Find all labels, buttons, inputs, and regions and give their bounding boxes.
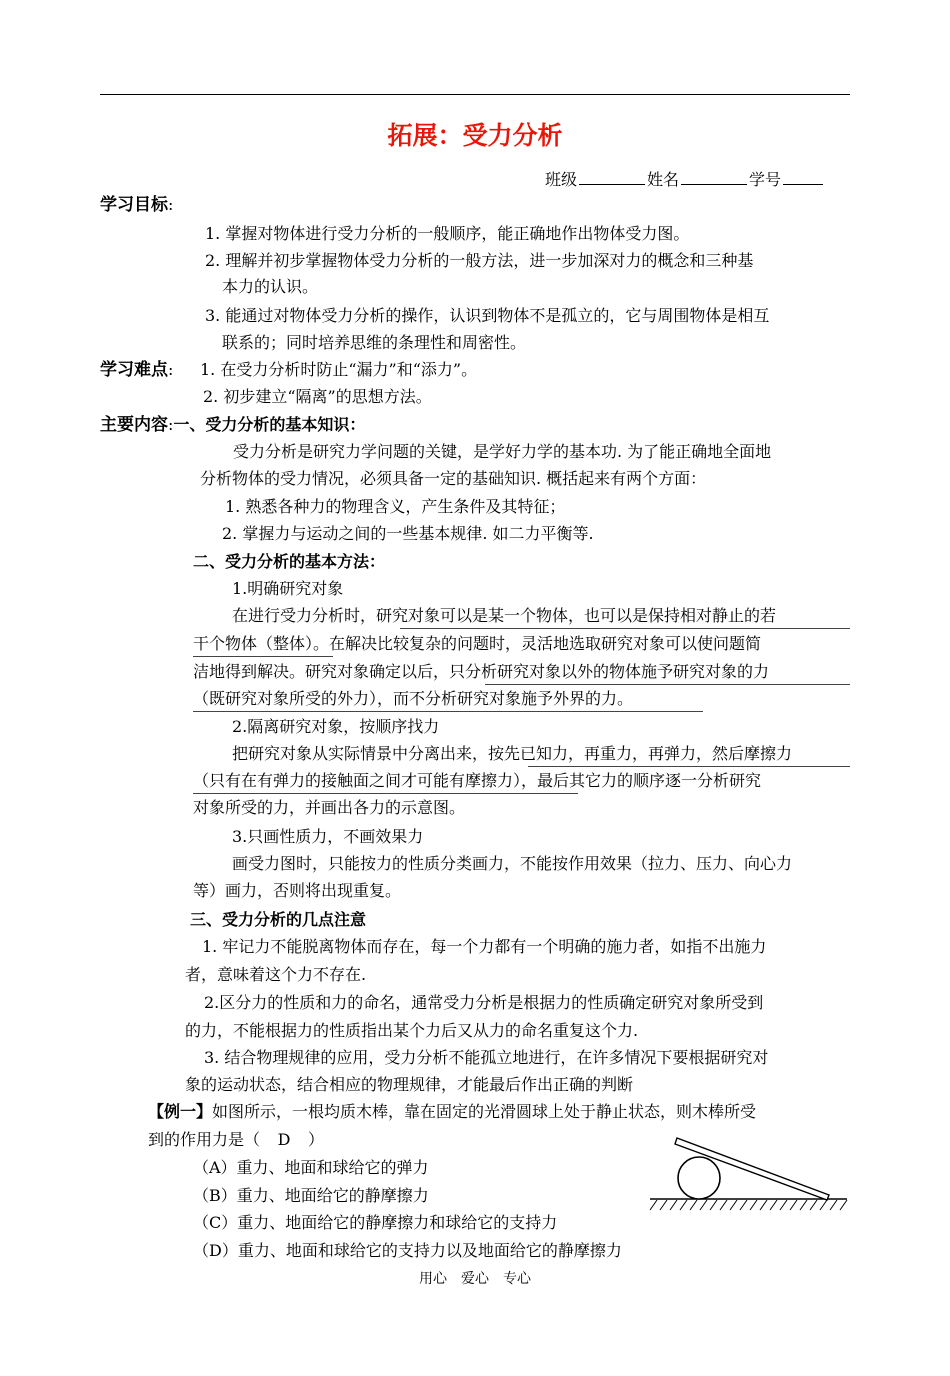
rod-on-sphere-figure [645,1135,850,1215]
option-d[interactable]: （D）重力、地面和球给它的支持力以及地面给它的静摩擦力 [193,1241,622,1260]
sphere [678,1157,720,1199]
objective-item: 3. 能通过对物体受力分析的操作，认识到物体不是孤立的，它与周围物体是相互 [205,306,770,325]
paragraph-line: 等）画力，否则将出现重复。 [193,881,402,900]
objective-item: 本力的认识。 [222,277,319,296]
id-label: 学号 [749,170,782,189]
paragraph-line: 画受力图时，只能按力的性质分类画力，不能按作用效果（拉力、压力、向心力 [232,854,793,873]
header-rule [100,94,850,95]
paragraph-line: 洁地得到解决。研究对象确定以后，只分析研究对象以外的物体施予研究对象的力 [193,662,770,681]
emphasis-underline [193,656,333,657]
example-question-line2: 到的作用力是（ D ） [148,1130,325,1149]
paragraph-line: （只有在有弹力的接触面之间才可能有摩擦力），最后其它力的顺序逐一分析研究 [193,771,762,790]
section-1-title: 一、受力分析的基本知识： [173,415,366,434]
class-label: 班级 [545,170,578,189]
difficulty-item: 1. 在受力分析时防止“漏力”和“添力”。 [200,360,478,379]
paragraph-line: 3. 结合物理规律的应用，受力分析不能孤立地进行，在许多情况下要根据研究对 [204,1048,769,1067]
emphasis-underline [400,628,850,629]
paragraph-line: 象的运动状态，结合相应的物理规律，才能最后作出正确的判断 [185,1075,634,1094]
emphasis-underline [485,684,850,685]
emphasis-underline [193,711,703,712]
paragraph-line: 把研究对象从实际情景中分离出来，按先已知力，再重力，再弹力，然后摩擦力 [232,744,793,763]
section-2-title: 二、受力分析的基本方法： [193,552,386,571]
objective-item: 联系的；同时培养思维的条理性和周密性。 [222,333,527,352]
emphasis-underline [193,793,578,794]
paragraph-line: 2. 掌握力与运动之间的一些基本规律. 如二力平衡等. [222,524,594,543]
paragraph-line: 1. 熟悉各种力的物理含义，产生条件及其特征； [225,497,566,516]
name-label: 姓名 [647,170,680,189]
option-b[interactable]: （B）重力、地面给它的静摩擦力 [193,1186,429,1205]
objective-item: 1. 掌握对物体进行受力分析的一般顺序，能正确地作出物体受力图。 [205,224,690,243]
page-footer: 用心 爱心 专心 [419,1271,531,1287]
name-blank[interactable] [681,170,747,185]
paragraph-line: 1. 牢记力不能脱离物体而存在，每一个力都有一个明确的施力者，如指不出施力 [202,937,767,956]
student-info-line [545,170,825,188]
option-a[interactable]: （A）重力、地面和球给它的弹力 [193,1158,429,1177]
ground-hatching [650,1200,847,1210]
paragraph-line: 受力分析是研究力学问题的关键，是学好力学的基本功. 为了能正确地全面地 [233,442,772,461]
example-tag: 【例一】 [148,1102,213,1121]
paragraph-line: （既研究对象所受的外力），而不分析研究对象施予外界的力。 [193,689,634,708]
example-question: 【例一】如图所示，一根均质木棒，靠在固定的光滑圆球上处于静止状态，则木棒所受 [148,1102,757,1121]
section-3-title: 三、受力分析的几点注意 [190,910,367,929]
id-blank[interactable] [783,170,823,185]
example-answer: D [277,1130,291,1149]
class-blank[interactable] [579,170,645,185]
difficulty-item: 2. 初步建立“隔离”的思想方法。 [203,387,432,406]
paragraph-line: 的力，不能根据力的性质指出某个力后又从力的命名重复这个力. [185,1021,639,1040]
paragraph-line: 在进行受力分析时，研究对象可以是某一个物体，也可以是保持相对静止的若 [232,606,777,625]
paragraph-line: 干个物体（整体）。在解决比较复杂的问题时，灵活地选取研究对象可以使问题简 [193,634,762,653]
objectives-heading: 学习目标: [100,195,174,215]
subsection-title: 3.只画性质力，不画效果力 [232,827,424,846]
objective-item: 2. 理解并初步掌握物体受力分析的一般方法，进一步加深对力的概念和三种基 [205,251,754,270]
option-c[interactable]: （C）重力、地面给它的静摩擦力和球给它的支持力 [193,1213,558,1232]
paragraph-line: 分析物体的受力情况，必须具备一定的基础知识. 概括起来有两个方面： [200,469,707,488]
difficulties-heading: 学习难点: [100,360,174,380]
main-heading: 主要内容:一、受力分析的基本知识： [100,415,366,435]
subsection-title: 1.明确研究对象 [232,579,344,598]
page-title: 拓展：受力分析 [387,121,563,150]
paragraph-line: 者，意味着这个力不存在. [185,965,367,984]
subsection-title: 2.隔离研究对象，按顺序找力 [232,717,440,736]
emphasis-underline [528,766,850,767]
paragraph-line: 2.区分力的性质和力的命名，通常受力分析是根据力的性质确定研究对象所受到 [204,993,764,1012]
paragraph-line: 对象所受的力，并画出各力的示意图。 [193,798,466,817]
